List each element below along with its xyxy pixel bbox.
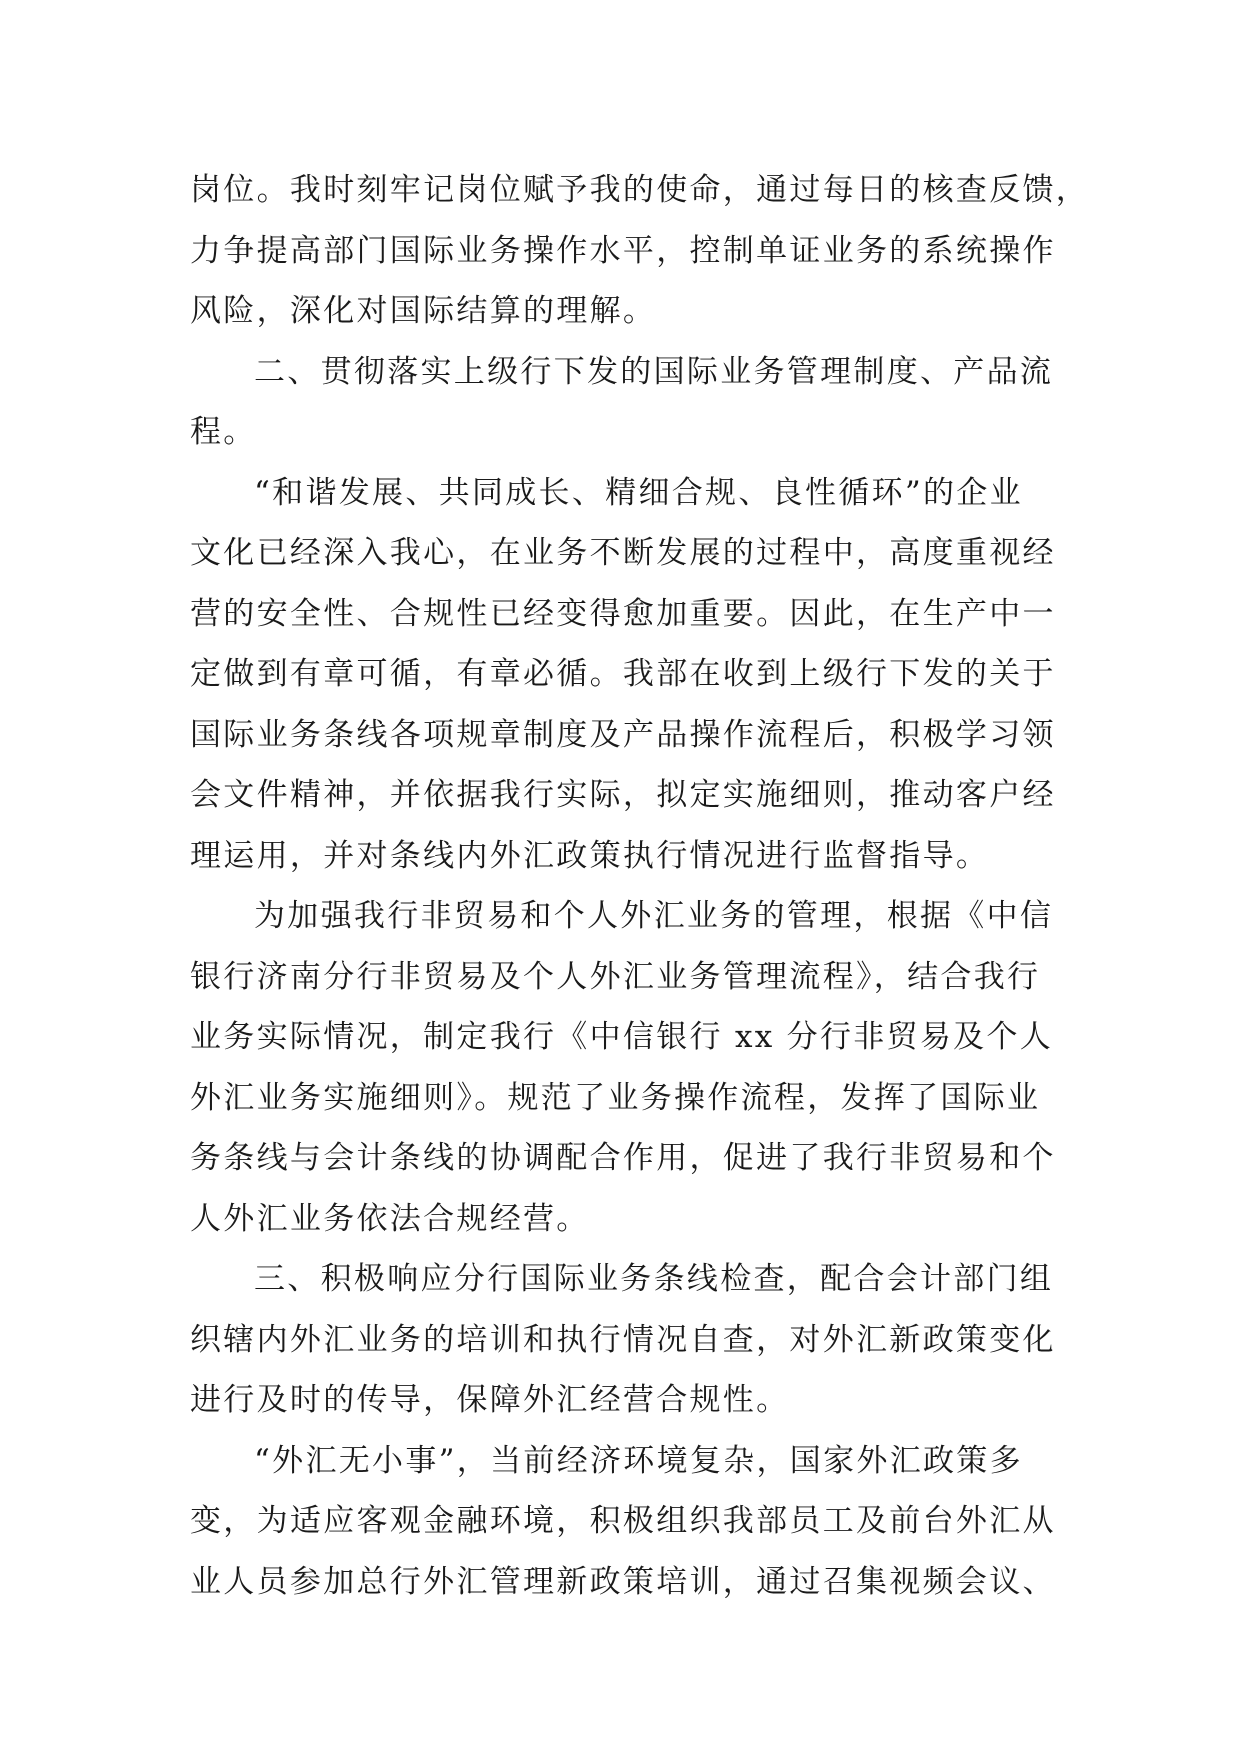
text-line: 业人员参加总行外汇管理新政策培训，通过召集视频会议、: [190, 1563, 1056, 1600]
text-line: 国际业务条线各项规章制度及产品操作流程后，积极学习领: [190, 716, 1056, 753]
text-line: 织辖内外汇业务的培训和执行情况自查，对外汇新政策变化: [190, 1321, 1056, 1358]
text-line: 务条线与会计条线的协调配合作用，促进了我行非贸易和个: [190, 1140, 1056, 1176]
text-line: 三、积极响应分行国际业务条线检查，配合会计部门组: [254, 1261, 1054, 1297]
text-line: 银行济南分行非贸易及个人外汇业务管理流程》，结合我行: [190, 958, 1041, 995]
text-line: 岗位。我时刻牢记岗位赋予我的使命，通过每日的核查反馈，: [190, 172, 1090, 208]
text-line: 程。: [190, 414, 257, 450]
text-line: 人外汇业务依法合规经营。: [190, 1200, 590, 1237]
text-line: 会文件精神，并依据我行实际，拟定实施细则，推动客户经: [190, 777, 1056, 813]
document-body: [190, 160, 1090, 1612]
text-line: 外汇业务实施细则》。规范了业务操作流程，发挥了国际业: [190, 1079, 1041, 1116]
text-line: “和谐发展、共同成长、精细合规、良性循环”的企业: [254, 474, 1023, 511]
text-line: 风险，深化对国际结算的理解。: [190, 293, 657, 329]
text-line: 文化已经深入我心，在业务不断发展的过程中，高度重视经: [190, 535, 1056, 571]
text-line: “外汇无小事”，当前经济环境复杂，国家外汇政策多: [254, 1442, 1023, 1479]
text-line: 业务实际情况，制定我行《中信银行 xx 分行非贸易及个人: [190, 1019, 1054, 1055]
text-line: 为加强我行非贸易和个人外汇业务的管理，根据《中信: [254, 898, 1054, 934]
text-line: 定做到有章可循，有章必循。我部在收到上级行下发的关于: [190, 656, 1056, 692]
text-line: 营的安全性、合规性已经变得愈加重要。因此，在生产中一: [190, 595, 1056, 632]
text-line: 力争提高部门国际业务操作水平，控制单证业务的系统操作: [190, 232, 1056, 269]
text-line: 进行及时的传导，保障外汇经营合规性。: [190, 1382, 790, 1418]
text-line: 理运用，并对条线内外汇政策执行情况进行监督指导。: [190, 837, 990, 874]
text-line: 变，为适应客观金融环境，积极组织我部员工及前台外汇从: [190, 1503, 1056, 1539]
text-line: 二、贯彻落实上级行下发的国际业务管理制度、产品流: [254, 353, 1054, 390]
